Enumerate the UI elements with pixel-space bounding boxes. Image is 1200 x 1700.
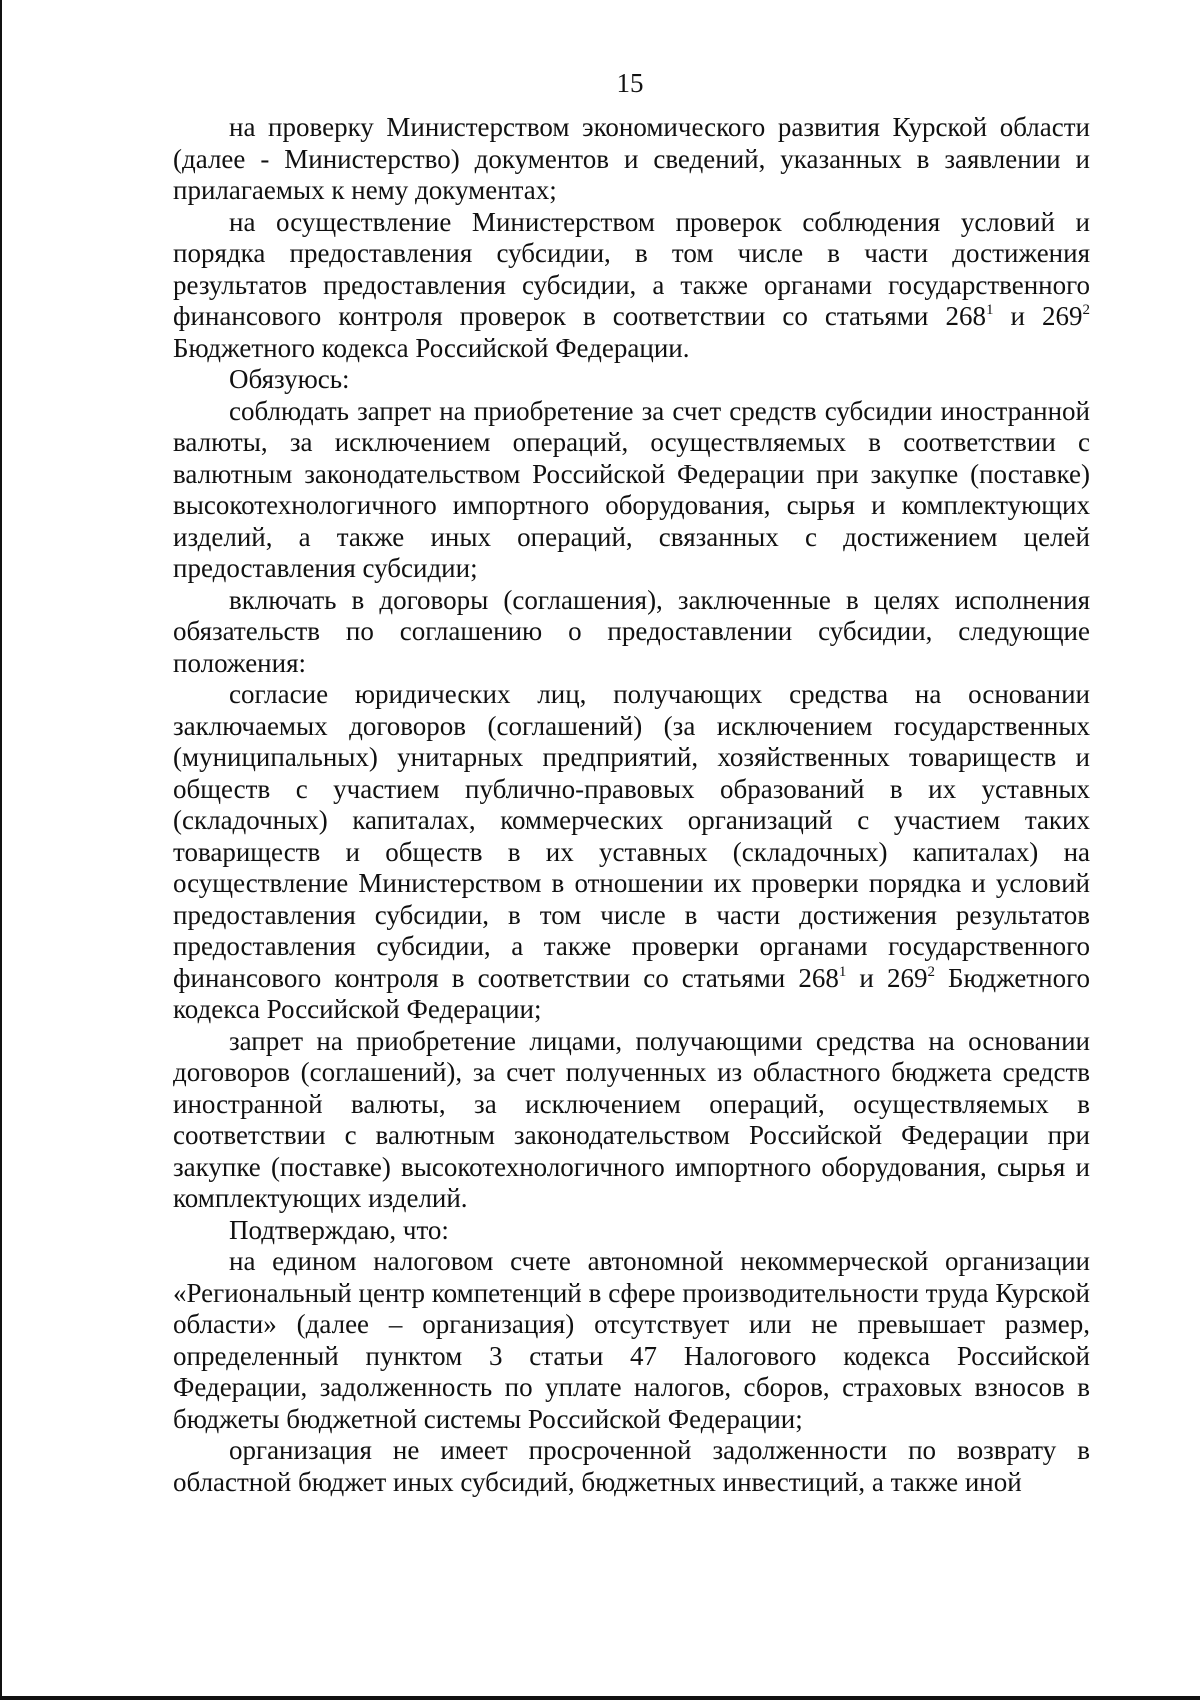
paragraph bbox=[173, 207, 1090, 365]
conjunction: и bbox=[846, 962, 887, 993]
paragraph: Подтверждаю, что: bbox=[229, 1214, 449, 1245]
article-superscript: 2 bbox=[1082, 302, 1090, 318]
paragraph: на проверку Министерством экономического развития Курской области (далее - Министерство) документов и сведений, указанных в заявлении и прилагаемых к нему документах; bbox=[173, 112, 1090, 205]
paragraph-tail: Бюджетного кодекса Российской Федерации. bbox=[173, 332, 690, 363]
article-number: 268 bbox=[945, 301, 986, 331]
paragraph bbox=[173, 679, 1090, 1026]
conjunction: и bbox=[993, 301, 1042, 331]
paragraph: запрет на приобретение лицами, получающими средства на основании договоров (соглашений), за счет полученных из областного бюджета средств иностранной валюты, за исключением операций, осуществляемых в соответствии с валютным законодательством Российской Федерации при закупке (поставке) высокотехнологичного импортного оборудования, сырья и комплектующих изделий. bbox=[173, 1025, 1090, 1213]
article-superscript: 2 bbox=[927, 963, 935, 980]
article-superscript: 1 bbox=[985, 302, 994, 318]
paragraph: Обязуюсь: bbox=[229, 364, 350, 394]
article-superscript: 1 bbox=[838, 963, 847, 980]
paragraph: на едином налоговом счете автономной некоммерческой организации «Региональный центр компетенций в сфере производительности труда Курской области» (далее – организация) отсутствует или не превышает размер, определенный пунктом 3 статьи 47 Налогового кодекса Российской Федерации, задолженность по уплате налогов, сборов, страховых взносов в бюджеты бюджетной системы Российской Федерации; bbox=[173, 1246, 1090, 1434]
paragraph: организация не имеет просроченной задолженности по возврату в областной бюджет иных субсидий, бюджетных инвестиций, а также иной bbox=[173, 1435, 1090, 1497]
page-number: 15 bbox=[616, 68, 644, 98]
paragraph-text: согласие юридических лиц, получающих средства на основании заключаемых договоров (соглашений) (за исключением государственных (муниципальных) унитарных предприятий, хозяйственных товариществ и обществ с участием публично-правовых образований в их уставных (складочных) капиталах, коммерческих организаций с участием таких товариществ и обществ в их уставных (складочных) капиталах) на осуществление Министерством в отношении их проверки порядка и условий предоставления субсидии, в том числе в части достижения результатов предоставления субсидии, а также проверки органами государственного финансового контроля в соответствии со статьями bbox=[173, 679, 1090, 993]
paragraph-tail: Бюджетного кодекса Российской Федерации; bbox=[173, 962, 1091, 1024]
article-number: 268 bbox=[798, 962, 839, 993]
article-number: 269 bbox=[886, 962, 928, 993]
paragraph-text: на осуществление Министерством проверок соблюдения условий и порядка предоставления субсидии, в том числе в части достижения результатов предоставления субсидии, а также органами государственного финансового контроля проверок в соответствии со статьями bbox=[173, 206, 1090, 331]
document-body bbox=[173, 112, 1090, 1498]
scan-edge-left bbox=[0, 0, 2, 1700]
article-number: 269 bbox=[1042, 301, 1083, 331]
paragraph: соблюдать запрет на приобретение за счет средств субсидии иностранной валюты, за исключением операций, осуществляемых в соответствии с валютным законодательством Российской Федерации при закупке (поставке) высокотехнологичного импортного оборудования, сырья и комплектующих изделий, а также иных операций, связанных с достижением целей предоставления субсидии; bbox=[173, 395, 1090, 583]
paragraph: включать в договоры (соглашения), заключенные в целях исполнения обязательств по соглашению о предоставлении субсидии, следующие положения: bbox=[173, 584, 1090, 678]
scan-edge-bottom bbox=[0, 1696, 1200, 1700]
